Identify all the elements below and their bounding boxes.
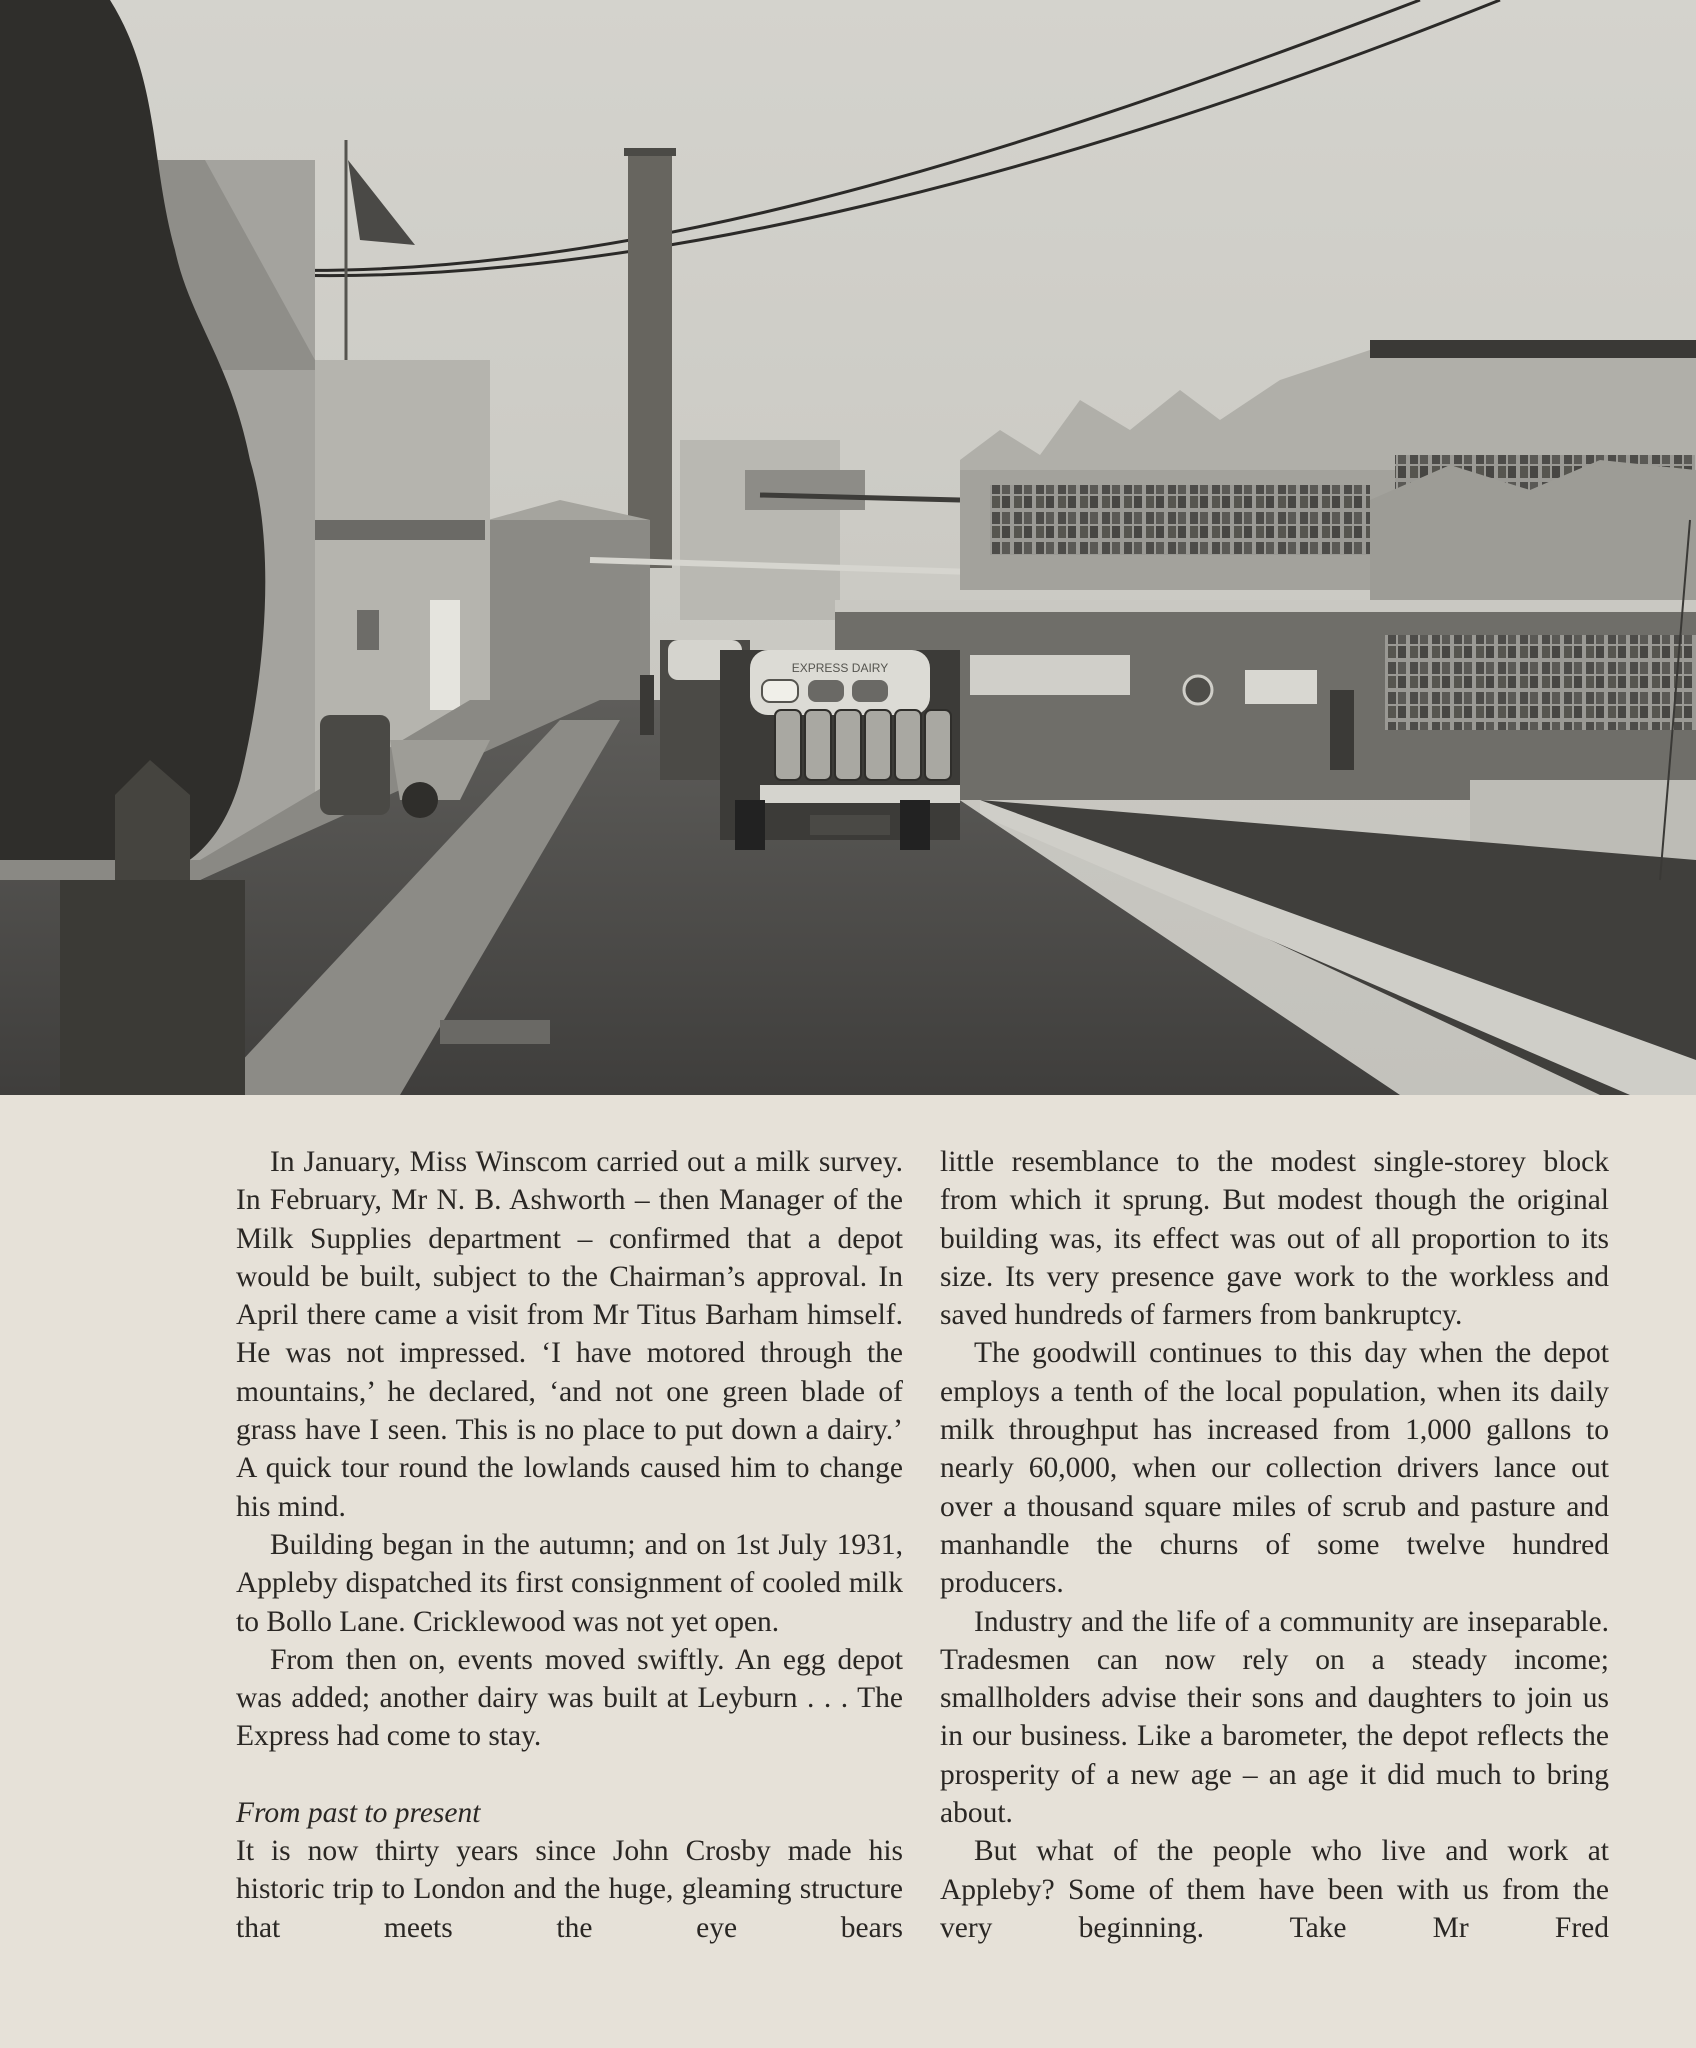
paragraph: In January, Miss Winscom carried out a milk survey. In February, Mr N. B. Ashworth – then Manager of the Milk Supplies department – confirmed that a depot would be built, subject to the Chairman’s approval. In April there came a visit from Mr Titus Barham himself. He was not impressed. ‘I have motored through the mountains,’ he declared, ‘and not one green blade of grass have I seen. This is no place to put down a dairy.’ A quick tour round the lowlands caused him to change his mind. (236, 1146, 903, 1523)
paragraph: The goodwill continues to this day when the depot employs a tenth of the local population, when its daily milk throughput has increased from 1,000 gallons to nearly 60,000, when our collection drivers lance out over a thousand square miles of scrub and pasture and manhandle the churns of some twelve hundred producers. (940, 1337, 1609, 1600)
paragraph: Industry and the life of a community are inseparable. Tradesmen can now rely on a steady income; smallholders advise their sons and daughters to join us in our business. Like a barometer, the depot reflects the prosperity of a new age – an age it did much to bring about. (940, 1605, 1609, 1830)
paragraph: But what of the people who live and work at Appleby? Some of them have been with us from the very beginning. Take Mr Fred (940, 1835, 1609, 1944)
paragraph: It is now thirty years since John Crosby made his historic trip to London and the huge, gleaming structure that meets the eye bears (236, 1835, 903, 1944)
svg-text:EXPRESS DAIRY: EXPRESS DAIRY (791, 661, 889, 675)
section-subheading: From past to present (236, 1796, 481, 1829)
paragraph: From then on, events moved swiftly. An egg depot was added; another dairy was built at Leyburn . . . The Express had come to stay. (236, 1643, 903, 1753)
paragraph: little resemblance to the modest single-storey block from which it sprung. But modest though the original building was, its effect was out of all proportion to its size. Its very presence gave work to the workless and saved hundreds of farmers from bankruptcy. (940, 1146, 1609, 1332)
paragraph: Building began in the autumn; and on 1st July 1931, Appleby dispatched its first consignment of cooled milk to Bollo Lane. Cricklewood was not yet open. (236, 1528, 903, 1638)
article-column-left (236, 1143, 903, 1947)
article-column-right (940, 1143, 1609, 1947)
